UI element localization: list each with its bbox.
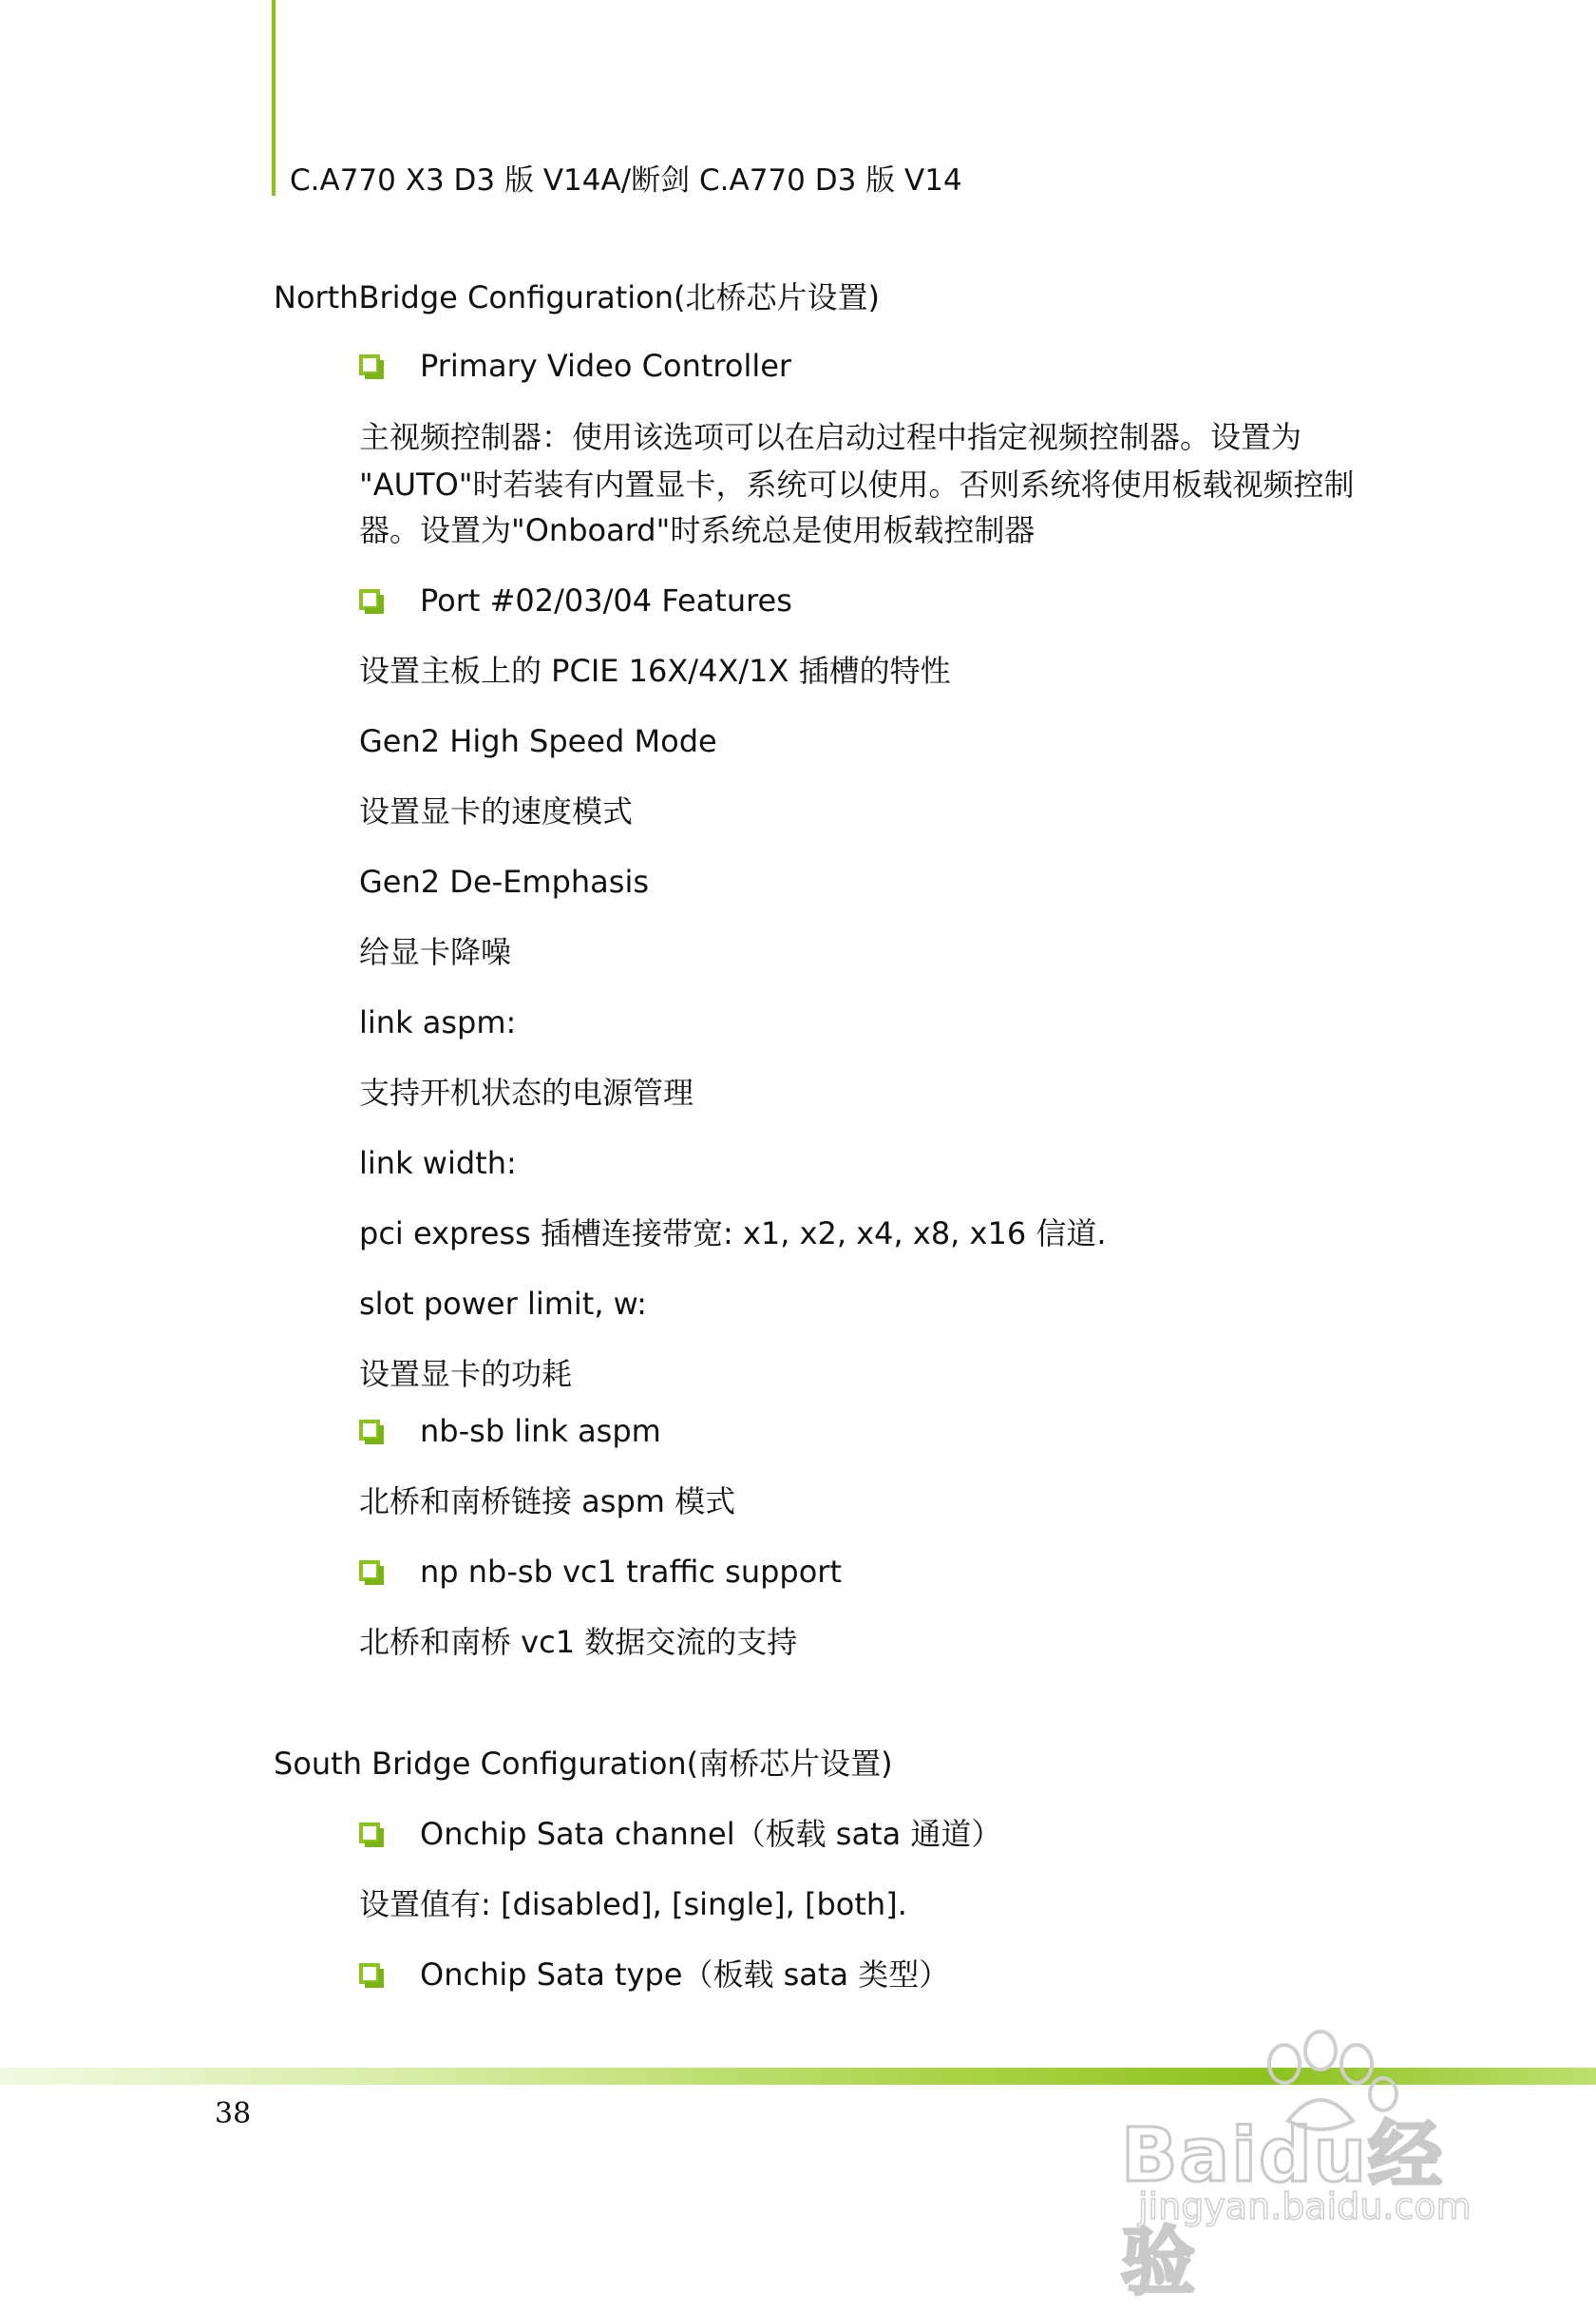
body-text-line: 设置值有: [disabled], [single], [both]. (359, 1886, 907, 1922)
checkbox-bullet-icon (359, 1822, 380, 1843)
page-number: 38 (215, 2097, 252, 2130)
checkbox-bullet-icon (359, 354, 380, 375)
bullet-item-label: Onchip Sata channel（板载 sata 通道） (420, 1816, 1002, 1852)
checkbox-bullet-icon (359, 1560, 380, 1581)
body-text-line: Gen2 High Speed Mode (359, 723, 717, 759)
body-text-line: 给显卡降噪 (359, 934, 512, 970)
bullet-item (359, 1813, 1001, 1855)
body-text-line: slot power limit, w: (359, 1286, 647, 1322)
body-text-line: 北桥和南桥 vc1 数据交流的支持 (359, 1624, 798, 1660)
bullet-item (359, 580, 792, 621)
bullet-item-label: Primary Video Controller (420, 348, 792, 384)
body-text-line: Gen2 De-Emphasis (359, 864, 649, 900)
bullet-item (359, 1410, 661, 1452)
body-text-line: 北桥和南桥链接 aspm 模式 (359, 1483, 736, 1519)
checkbox-bullet-icon (359, 1963, 380, 1984)
body-text-line: 设置主板上的 PCIE 16X/4X/1X 插槽的特性 (359, 653, 951, 689)
checkbox-bullet-icon (359, 1420, 380, 1441)
body-text-line: 主视频控制器：使用该选项可以在启动过程中指定视频控制器。设置为 (359, 419, 1302, 455)
bullet-item-label: nb-sb link aspm (420, 1413, 661, 1449)
bullet-item (359, 345, 791, 387)
baidu-watermark (1121, 2022, 1520, 2305)
section-title: NorthBridge Configuration(北桥芯片设置) (274, 279, 880, 315)
bullet-item (359, 1954, 949, 1995)
body-text-line: "AUTO"时若装有内置显卡，系统可以使用。否则系统将使用板载视频控制 (359, 467, 1355, 503)
body-text-line: 设置显卡的功耗 (359, 1356, 573, 1392)
body-text-line: link width: (359, 1145, 517, 1181)
body-text-line: 支持开机状态的电源管理 (359, 1075, 694, 1111)
watermark-url: jingyan.baidu.com (1138, 2185, 1472, 2227)
bullet-item (359, 1551, 842, 1593)
bullet-item-label: np nb-sb vc1 traffic support (420, 1554, 842, 1590)
header-accent-bar (272, 0, 276, 196)
body-text-line: 器。设置为"Onboard"时系统总是使用板载控制器 (359, 512, 1036, 548)
watermark-logo-text: Baidu经验 (1121, 2113, 1445, 2305)
body-text-line: link aspm: (359, 1004, 517, 1040)
bullet-item-label: Port #02/03/04 Features (420, 582, 792, 619)
bullet-item-label: Onchip Sata type（板载 sata 类型） (420, 1956, 950, 1993)
body-text-line: 设置显卡的速度模式 (359, 793, 634, 830)
checkbox-bullet-icon (359, 589, 380, 610)
section-title: South Bridge Configuration(南桥芯片设置) (274, 1746, 893, 1782)
body-text-line: pci express 插槽连接带宽: x1, x2, x4, x8, x16 信道. (359, 1215, 1107, 1251)
running-header: C.A770 X3 D3 版 V14A/断剑 C.A770 D3 版 V14 (290, 163, 962, 198)
